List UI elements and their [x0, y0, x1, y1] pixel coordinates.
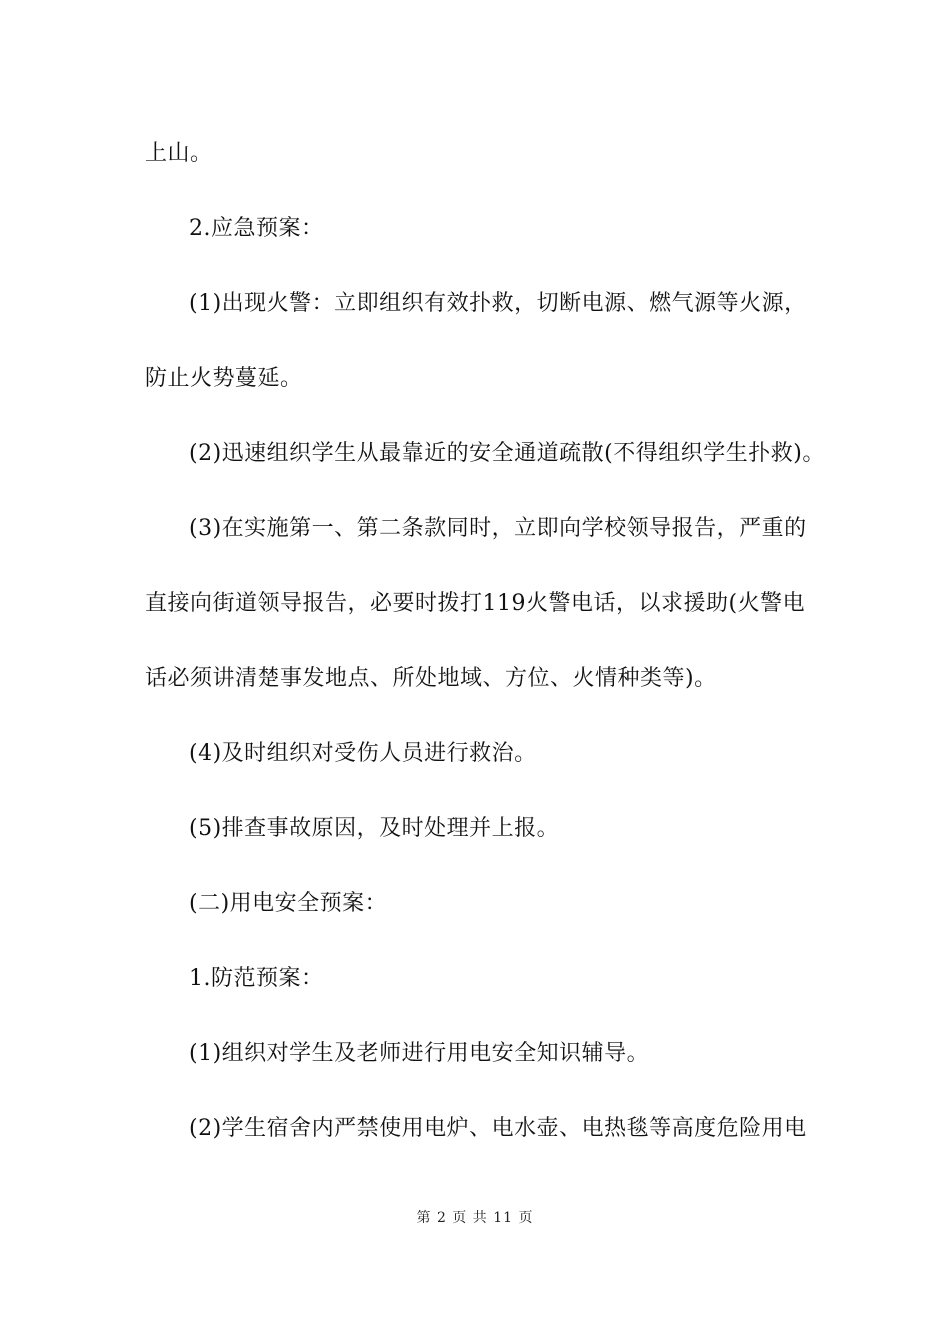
page-number-footer: 第 2 页 共 11 页 [416, 1210, 534, 1226]
text-line-4: 防止火势蔓延。 [145, 366, 303, 391]
text-line-11: (二)用电安全预案： [189, 891, 388, 916]
text-line-14: (2)学生宿舍内严禁使用电炉、电水壶、电热毯等高度危险用电 [189, 1116, 807, 1141]
text-line-8: 话必须讲清楚事发地点、所处地域、方位、火情种类等)。 [145, 666, 717, 691]
text-line-13: (1)组织对学生及老师进行用电安全知识辅导。 [189, 1041, 650, 1066]
text-line-12: 1.防范预案： [189, 966, 324, 991]
text-line-7: 直接向街道领导报告，必要时拨打119火警电话，以求援助(火警电 [145, 591, 806, 616]
text-line-6: (3)在实施第一、第二条款同时，立即向学校领导报告，严重的 [189, 516, 807, 541]
text-line-10: (5)排查事故原因，及时处理并上报。 [189, 816, 560, 841]
text-line-3: (1)出现火警：立即组织有效扑救，切断电源、燃气源等火源， [189, 291, 807, 316]
text-line-5: (2)迅速组织学生从最靠近的安全通道疏散(不得组织学生扑救)。 [189, 441, 825, 466]
text-line-1: 上山。 [145, 141, 213, 166]
text-line-9: (4)及时组织对受伤人员进行救治。 [189, 741, 537, 766]
text-line-2: 2.应急预案： [189, 216, 324, 241]
